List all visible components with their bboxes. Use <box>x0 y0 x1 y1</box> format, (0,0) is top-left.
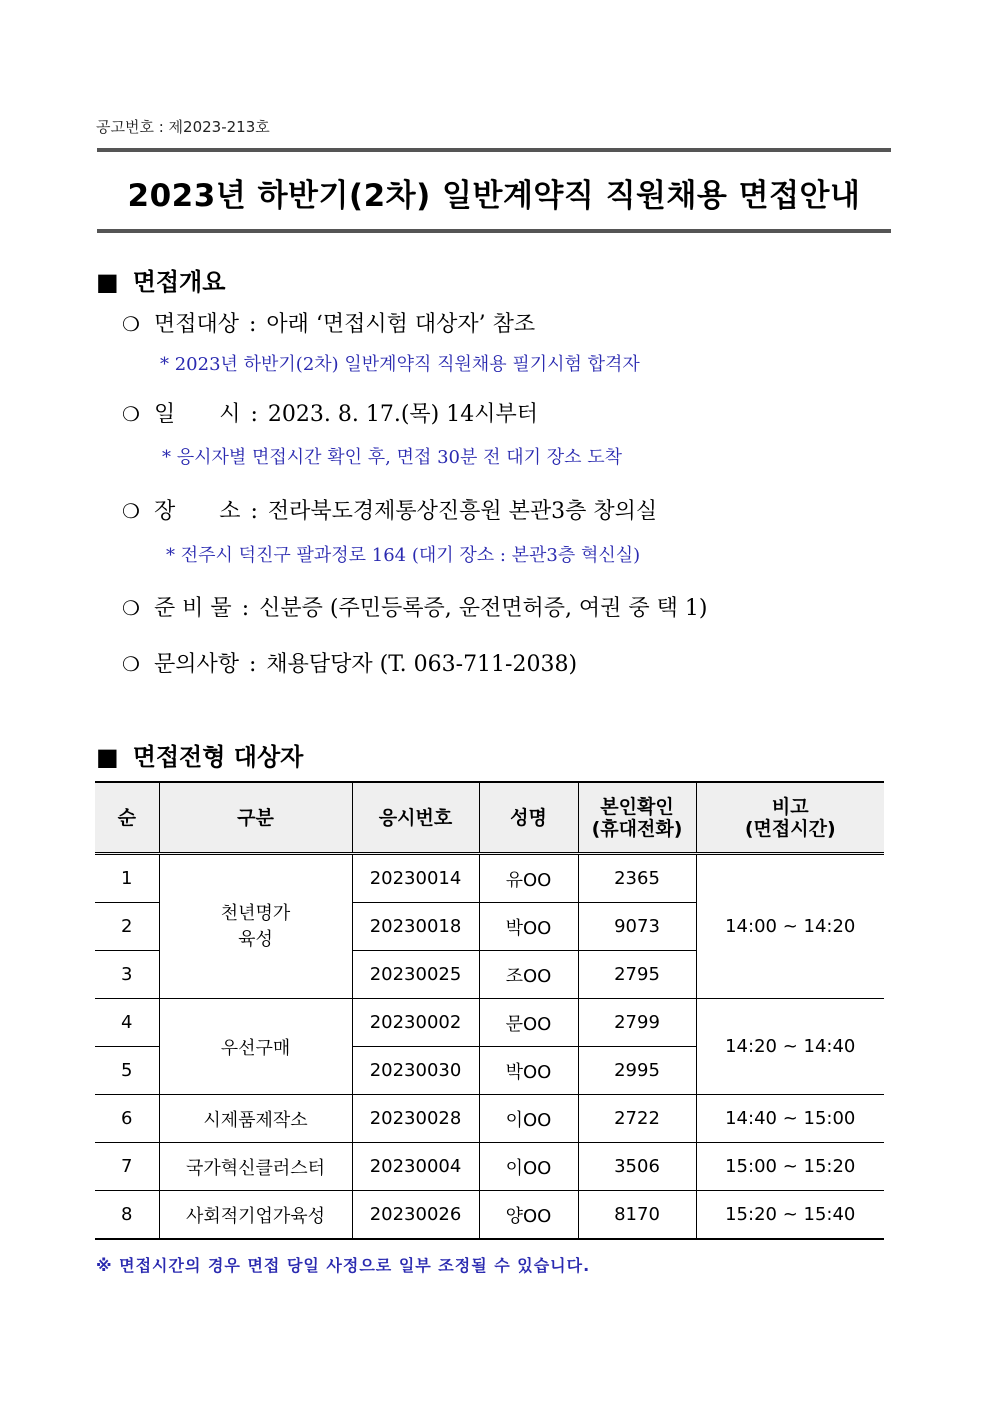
cell-exam-no: 20230018 <box>352 903 479 951</box>
cell-exam-no: 20230014 <box>352 854 479 903</box>
item-label: 준 비 물 <box>153 596 232 621</box>
item-label: 장 소 <box>153 499 241 524</box>
cell-phone: 8170 <box>578 1191 696 1240</box>
circle-bullet-icon: ❍ <box>122 652 140 676</box>
page-title: 2023년 하반기(2차) 일반계약직 직원채용 면접안내 <box>127 178 861 214</box>
square-bullet-icon: ■ <box>96 743 119 771</box>
title-bottom-rule <box>97 229 891 233</box>
cell-name: 문OO <box>479 999 578 1047</box>
col-header-name: 성명 <box>479 782 578 854</box>
cell-exam-no: 20230030 <box>352 1047 479 1095</box>
item-value: 전라북도경제통상진흥원 본관3층 창의실 <box>267 499 658 524</box>
cell-phone: 2799 <box>578 999 696 1047</box>
cell-category: 시제품제작소 <box>159 1095 352 1143</box>
circle-bullet-icon: ❍ <box>122 312 140 336</box>
table-row <box>95 854 884 903</box>
cell-time: 15:20 ~ 15:40 <box>696 1191 884 1240</box>
col-header-remark: 비고 (면접시간) <box>696 782 884 854</box>
table-header-row <box>95 782 884 854</box>
cell-time: 15:00 ~ 15:20 <box>696 1143 884 1191</box>
col-header-exam-no: 응시번호 <box>352 782 479 854</box>
overview-note-datetime: * 응시자별 면접시간 확인 후, 면접 30분 전 대기 장소 도착 <box>162 447 622 468</box>
item-label: 면접대상 <box>153 312 239 337</box>
overview-heading: ■ 면접개요 <box>96 267 226 296</box>
cell-phone: 9073 <box>578 903 696 951</box>
circle-bullet-icon: ❍ <box>122 499 140 523</box>
cell-name: 유OO <box>479 854 578 903</box>
cell-name: 양OO <box>479 1191 578 1240</box>
cell-time: 14:40 ~ 15:00 <box>696 1095 884 1143</box>
square-bullet-icon: ■ <box>96 268 119 296</box>
overview-item-target: ❍ 면접대상 : 아래 ‘면접시험 대상자’ 참조 <box>122 307 535 338</box>
item-value: 아래 ‘면접시험 대상자’ 참조 <box>266 312 536 337</box>
cell-time: 14:20 ~ 14:40 <box>696 999 884 1095</box>
cell-name: 이OO <box>479 1143 578 1191</box>
table-row <box>95 1191 884 1240</box>
cell-phone: 2365 <box>578 854 696 903</box>
cell-phone: 3506 <box>578 1143 696 1191</box>
cell-name: 조OO <box>479 951 578 999</box>
cell-category: 사회적기업가육성 <box>159 1191 352 1240</box>
cell-name: 박OO <box>479 1047 578 1095</box>
cell-phone: 2795 <box>578 951 696 999</box>
candidates-table <box>95 781 884 1240</box>
cell-exam-no: 20230028 <box>352 1095 479 1143</box>
cell-no: 1 <box>95 854 159 903</box>
cell-no: 4 <box>95 999 159 1047</box>
footnote: ※ 면접시간의 경우 면접 당일 사정으로 일부 조정될 수 있습니다. <box>96 1256 591 1275</box>
cell-exam-no: 20230025 <box>352 951 479 999</box>
title-top-rule <box>97 148 891 152</box>
overview-item-place: ❍ 장 소 : 전라북도경제통상진흥원 본관3층 창의실 <box>122 494 657 525</box>
item-label: 일 시 <box>153 402 241 427</box>
circle-bullet-icon: ❍ <box>122 402 140 426</box>
cell-exam-no: 20230002 <box>352 999 479 1047</box>
col-header-verify: 본인확인 (휴대전화) <box>578 782 696 854</box>
overview-note-target: * 2023년 하반기(2차) 일반계약직 직원채용 필기시험 합격자 <box>160 354 640 375</box>
cell-category: 천년명가 육성 <box>159 854 352 999</box>
cell-phone: 2722 <box>578 1095 696 1143</box>
item-label: 문의사항 <box>153 652 239 677</box>
cell-no: 7 <box>95 1143 159 1191</box>
candidates-heading: ■ 면접전형 대상자 <box>96 742 304 771</box>
col-header-category: 구분 <box>159 782 352 854</box>
table-row <box>95 1095 884 1143</box>
table-row <box>95 999 884 1047</box>
overview-note-place: * 전주시 덕진구 팔과정로 164 (대기 장소 : 본관3층 혁신실) <box>166 545 641 566</box>
table-row <box>95 1143 884 1191</box>
overview-item-datetime: ❍ 일 시 : 2023. 8. 17.(목) 14시부터 <box>122 397 538 428</box>
notice-number: 공고번호 : 제2023-213호 <box>96 118 270 136</box>
cell-phone: 2995 <box>578 1047 696 1095</box>
item-value: 신분증 (주민등록증, 운전면허증, 여권 중 택 1) <box>259 596 708 621</box>
cell-category: 국가혁신클러스터 <box>159 1143 352 1191</box>
overview-item-contact: ❍ 문의사항 : 채용담당자 (T. 063-711-2038) <box>122 647 577 678</box>
item-value: 2023. 8. 17.(목) 14시부터 <box>267 402 538 427</box>
cell-no: 5 <box>95 1047 159 1095</box>
cell-no: 8 <box>95 1191 159 1240</box>
item-value: 채용담당자 (T. 063-711-2038) <box>266 652 578 677</box>
col-header-no: 순 <box>95 782 159 854</box>
cell-no: 3 <box>95 951 159 999</box>
cell-name: 박OO <box>479 903 578 951</box>
overview-item-materials: ❍ 준 비 물 : 신분증 (주민등록증, 운전면허증, 여권 중 택 1) <box>122 591 708 622</box>
cell-category: 우선구매 <box>159 999 352 1095</box>
circle-bullet-icon: ❍ <box>122 596 140 620</box>
cell-time: 14:00 ~ 14:20 <box>696 854 884 999</box>
cell-exam-no: 20230026 <box>352 1191 479 1240</box>
cell-name: 이OO <box>479 1095 578 1143</box>
cell-no: 2 <box>95 903 159 951</box>
cell-no: 6 <box>95 1095 159 1143</box>
cell-exam-no: 20230004 <box>352 1143 479 1191</box>
